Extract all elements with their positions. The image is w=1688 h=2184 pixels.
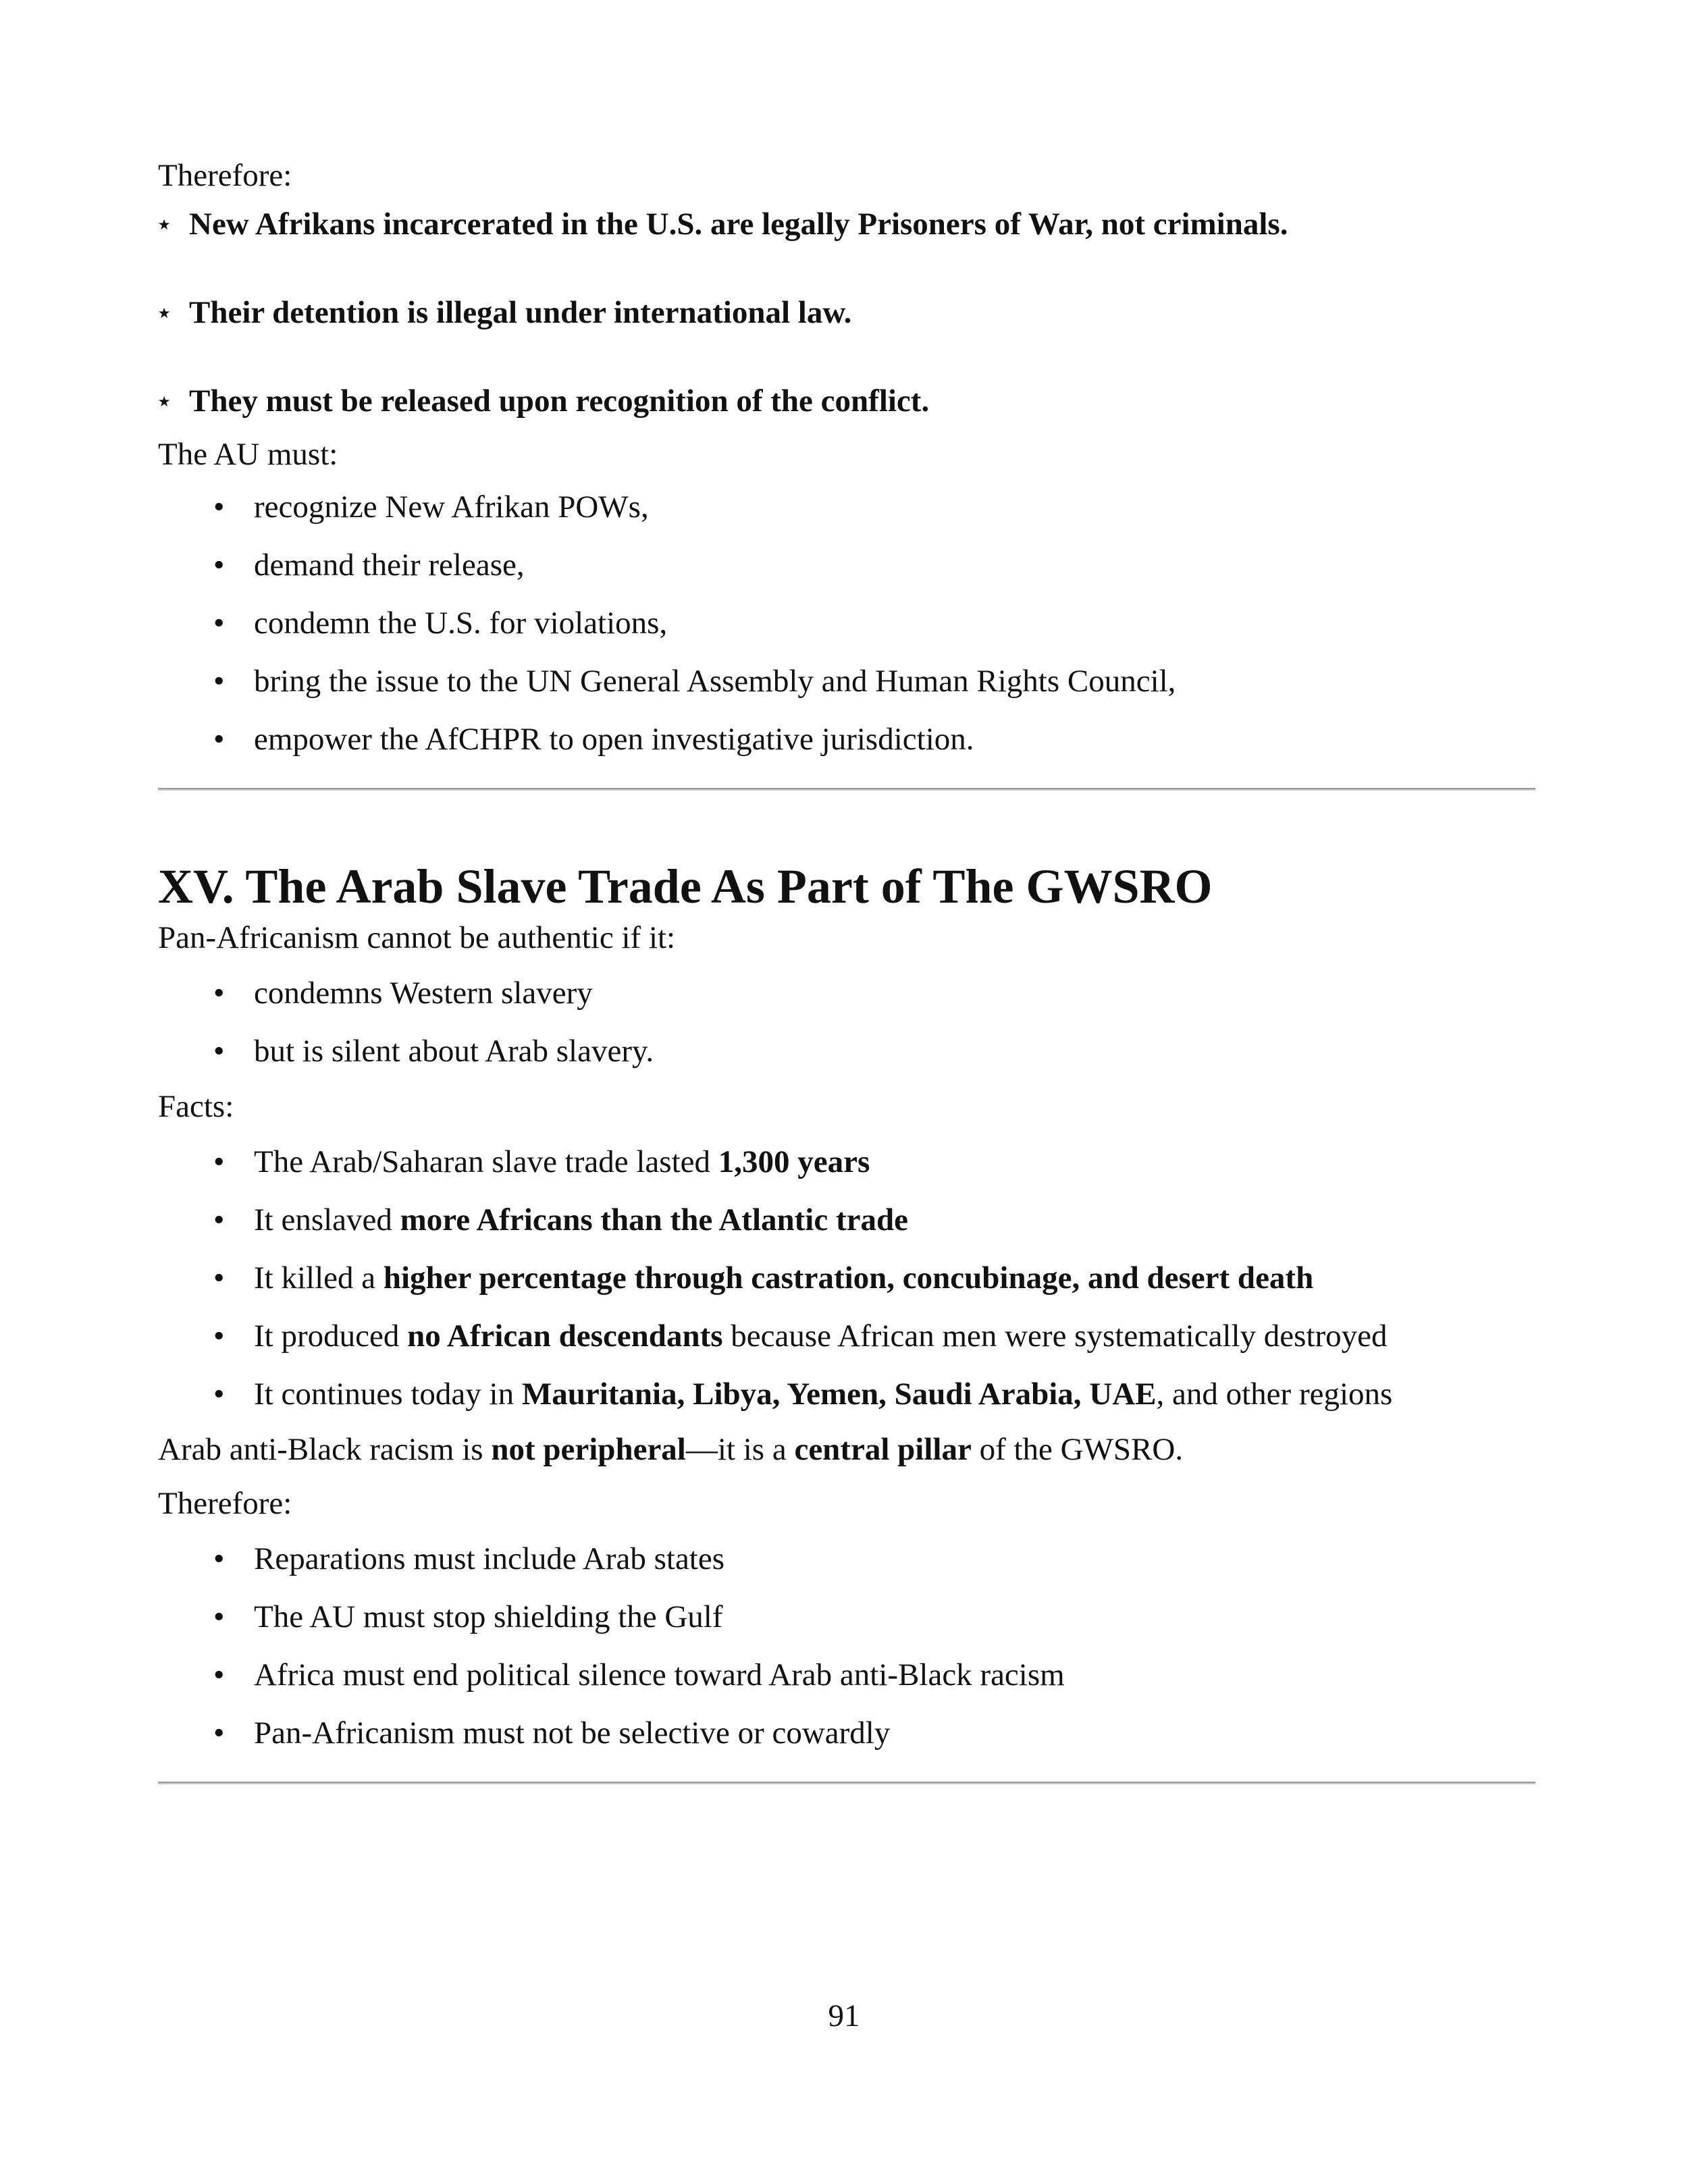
page-content bbox=[158, 155, 1535, 1784]
bullet-icon: • bbox=[213, 1715, 225, 1751]
list-item: • It enslaved more Africans than the Atlantic trade bbox=[158, 1200, 1535, 1240]
star-icon: ⭑ bbox=[158, 389, 171, 414]
list-item: • condemn the U.S. for violations, bbox=[158, 603, 1535, 643]
section-divider bbox=[158, 1782, 1535, 1784]
list-item: • empower the AfCHPR to open investigative jurisdiction. bbox=[158, 719, 1535, 760]
intro-text: Pan-Africanism cannot be authentic if it: bbox=[158, 920, 676, 955]
bullet-icon: • bbox=[213, 489, 225, 525]
list-item: • demand their release, bbox=[158, 545, 1535, 585]
list-item: • recognize New Afrikan POWs, bbox=[158, 487, 1535, 527]
bullet-icon: • bbox=[213, 1260, 225, 1296]
star-statement-text: New Afrikans incarcerated in the U.S. are legally Prisoners of War, not criminals. bbox=[189, 207, 1288, 242]
star-icon: ⭑ bbox=[158, 300, 171, 325]
racism-statement: Arab anti-Black racism is not peripheral—it is a central pillar of the GWSRO. bbox=[158, 1432, 1184, 1467]
list-item: • The AU must stop shielding the Gulf bbox=[158, 1597, 1535, 1637]
facts-list bbox=[158, 1142, 1535, 1414]
section-divider bbox=[158, 788, 1535, 791]
bullet-icon: • bbox=[213, 1144, 225, 1179]
star-statement bbox=[158, 381, 1535, 422]
bullet-icon: • bbox=[213, 1599, 225, 1634]
star-statement-text: Their detention is illegal under international law. bbox=[189, 295, 852, 330]
therefore-label-2: Therefore: bbox=[158, 1486, 292, 1521]
bullet-icon: • bbox=[213, 1377, 225, 1412]
list-item: • Reparations must include Arab states bbox=[158, 1539, 1535, 1579]
list-item: • The Arab/Saharan slave trade lasted 1,300 years bbox=[158, 1142, 1535, 1182]
therefore-list bbox=[158, 1539, 1535, 1753]
bullet-icon: • bbox=[213, 1541, 225, 1576]
list-item: • It produced no African descendants because African men were systematically destroyed bbox=[158, 1316, 1535, 1356]
facts-label: Facts: bbox=[158, 1089, 234, 1124]
bullet-icon: • bbox=[213, 548, 225, 583]
section-heading: XV. The Arab Slave Trade As Part of The GWSRO bbox=[158, 859, 1213, 913]
bullet-icon: • bbox=[213, 606, 225, 641]
bullet-icon: • bbox=[213, 976, 225, 1011]
au-must-list bbox=[158, 487, 1535, 760]
star-statement bbox=[158, 204, 1535, 245]
bullet-icon: • bbox=[213, 664, 225, 699]
bullet-icon: • bbox=[213, 1319, 225, 1354]
star-statement-text: They must be released upon recognition of the conflict. bbox=[189, 383, 930, 419]
list-item: • It continues today in Mauritania, Libya, Yemen, Saudi Arabia, UAE, and other regions bbox=[158, 1374, 1535, 1414]
list-item: • but is silent about Arab slavery. bbox=[158, 1031, 1535, 1071]
au-must-label: The AU must: bbox=[158, 437, 338, 472]
page-number: 91 bbox=[828, 1998, 860, 2033]
bullet-icon: • bbox=[213, 1657, 225, 1693]
intro-list bbox=[158, 973, 1535, 1071]
list-item: • condemns Western slavery bbox=[158, 973, 1535, 1013]
list-item: • It killed a higher percentage through castration, concubinage, and desert death bbox=[158, 1258, 1535, 1298]
list-item: • Pan-Africanism must not be selective or cowardly bbox=[158, 1713, 1535, 1753]
bullet-icon: • bbox=[213, 1202, 225, 1237]
bullet-icon: • bbox=[213, 1034, 225, 1069]
list-item: • Africa must end political silence toward Arab anti-Black racism bbox=[158, 1655, 1535, 1695]
therefore-label: Therefore: bbox=[158, 158, 292, 193]
star-statement bbox=[158, 292, 1535, 334]
bullet-icon: • bbox=[213, 722, 225, 757]
list-item: • bring the issue to the UN General Assembly and Human Rights Council, bbox=[158, 661, 1535, 701]
star-icon: ⭑ bbox=[158, 212, 171, 237]
